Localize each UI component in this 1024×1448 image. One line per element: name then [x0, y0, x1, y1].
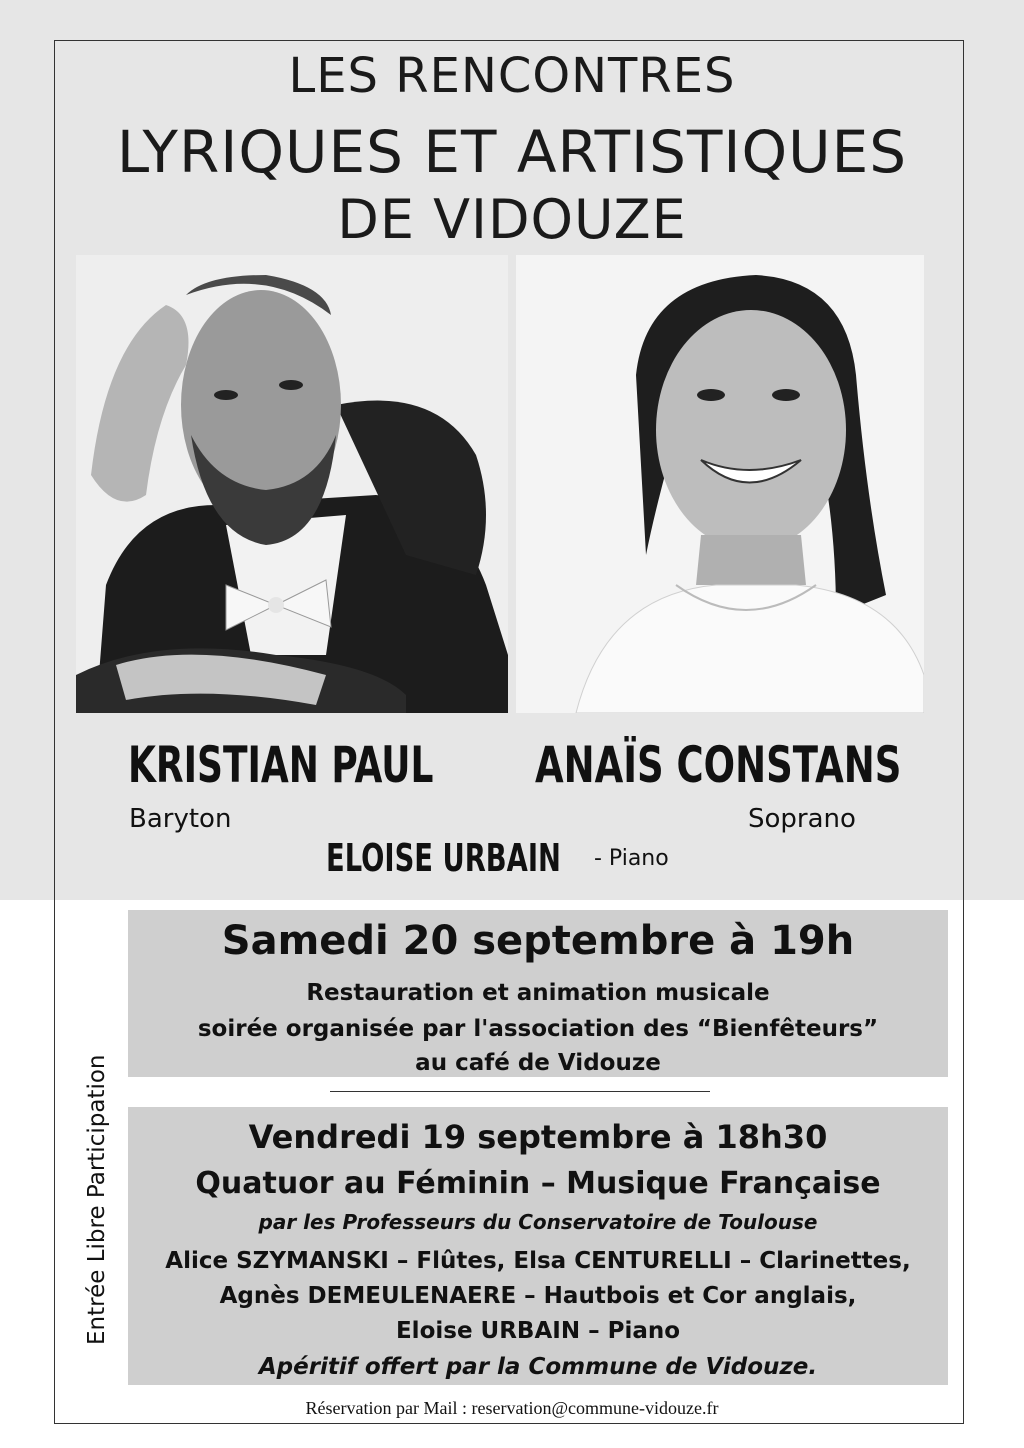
- friday-event-by: par les Professeurs du Conservatoire de Toulouse: [258, 1210, 818, 1234]
- free-entry-side-text: Entrée Libre Participation: [84, 1054, 110, 1345]
- soprano-portrait: [516, 255, 924, 713]
- baritone-name: KRISTIAN PAUL: [128, 736, 434, 794]
- friday-event-heading: Vendredi 19 septembre à 18h30: [248, 1118, 828, 1156]
- friday-event-musicians-1: Alice SZYMANSKI – Flûtes, Elsa CENTURELLI – Clarinettes,: [165, 1248, 911, 1274]
- poster-title-line-2: LYRIQUES ET ARTISTIQUES: [116, 118, 908, 186]
- reservation-footer: Réservation par Mail : reservation@commune-vidouze.fr: [305, 1398, 719, 1418]
- baritone-portrait: [76, 255, 508, 713]
- pianist-role: - Piano: [594, 846, 669, 871]
- friday-event-subtitle: Quatuor au Féminin – Musique Française: [195, 1166, 881, 1201]
- pianist-name: ELOISE URBAIN: [326, 836, 561, 880]
- saturday-event-line-2: soirée organisée par l'association des “Bienfêteurs”: [197, 1016, 879, 1042]
- poster-title-line-1: LES RENCONTRES: [288, 48, 736, 104]
- saturday-event-line-1: Restauration et animation musicale: [306, 980, 770, 1006]
- poster-title-line-3: DE VIDOUZE: [337, 188, 687, 251]
- baritone-role: Baryton: [129, 804, 232, 834]
- friday-event-musicians-3: Eloise URBAIN – Piano: [395, 1318, 681, 1344]
- soprano-name: ANAÏS CONSTANS: [535, 736, 902, 794]
- baritone-portrait-illustration: [76, 255, 508, 713]
- saturday-event-line-3: au café de Vidouze: [415, 1050, 661, 1076]
- section-divider: [330, 1091, 710, 1092]
- soprano-role: Soprano: [748, 804, 856, 834]
- soprano-portrait-illustration: [516, 255, 924, 713]
- friday-event-musicians-2: Agnès DEMEULENAERE – Hautbois et Cor anglais,: [219, 1283, 857, 1309]
- friday-event-aperitif: Apéritif offert par la Commune de Vidouze.: [258, 1354, 818, 1380]
- saturday-event-heading: Samedi 20 septembre à 19h: [221, 918, 855, 964]
